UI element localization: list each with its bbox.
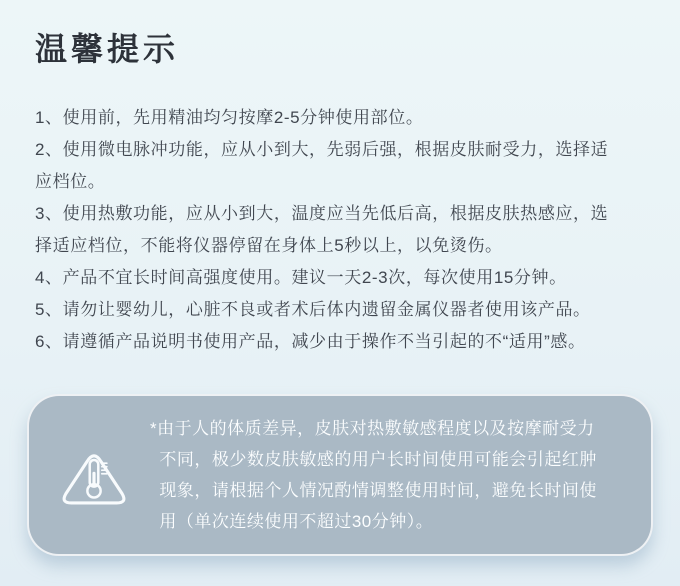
tip-item-5: 5、请勿让婴幼儿，心脏不良或者术后体内遗留金属仪器者使用该产品。 bbox=[35, 300, 591, 319]
tip-item-1: 1、使用前，先用精油均匀按摩2-5分钟使用部位。 bbox=[35, 108, 424, 127]
notice-text: *由于人的体质差异，皮肤对热敷敏感程度以及按摩耐受力不同，极少数皮肤敏感的用户长时间使用可能会引起红肿现象，请根据个人情况酌情调整使用时间，避免长时间使用（单次连续使用不超过30分钟）。 bbox=[150, 419, 597, 531]
tip-item-3: 3、使用热敷功能，应从小到大，温度应当先低后高，根据皮肤热感应，选择适应档位，不能将仪器停留在身体上5秒以上，以免烫伤。 bbox=[35, 204, 609, 255]
tips-panel bbox=[0, 24, 680, 531]
page-title: 温馨提示 bbox=[35, 31, 180, 67]
tip-item-6: 6、请遵循产品说明书使用产品，减少由于操作不当引起的不“适用”感。 bbox=[35, 332, 586, 351]
tip-item-2: 2、使用微电脉冲功能，应从小到大，先弱后强，根据皮肤耐受力，选择适应档位。 bbox=[35, 140, 609, 191]
tip-item-4: 4、产品不宜长时间高强度使用。建议一天2-3次，每次使用15分钟。 bbox=[35, 268, 567, 287]
tips-list bbox=[35, 102, 617, 358]
notice-box bbox=[27, 394, 653, 556]
thermometer-warning-icon bbox=[55, 439, 133, 517]
